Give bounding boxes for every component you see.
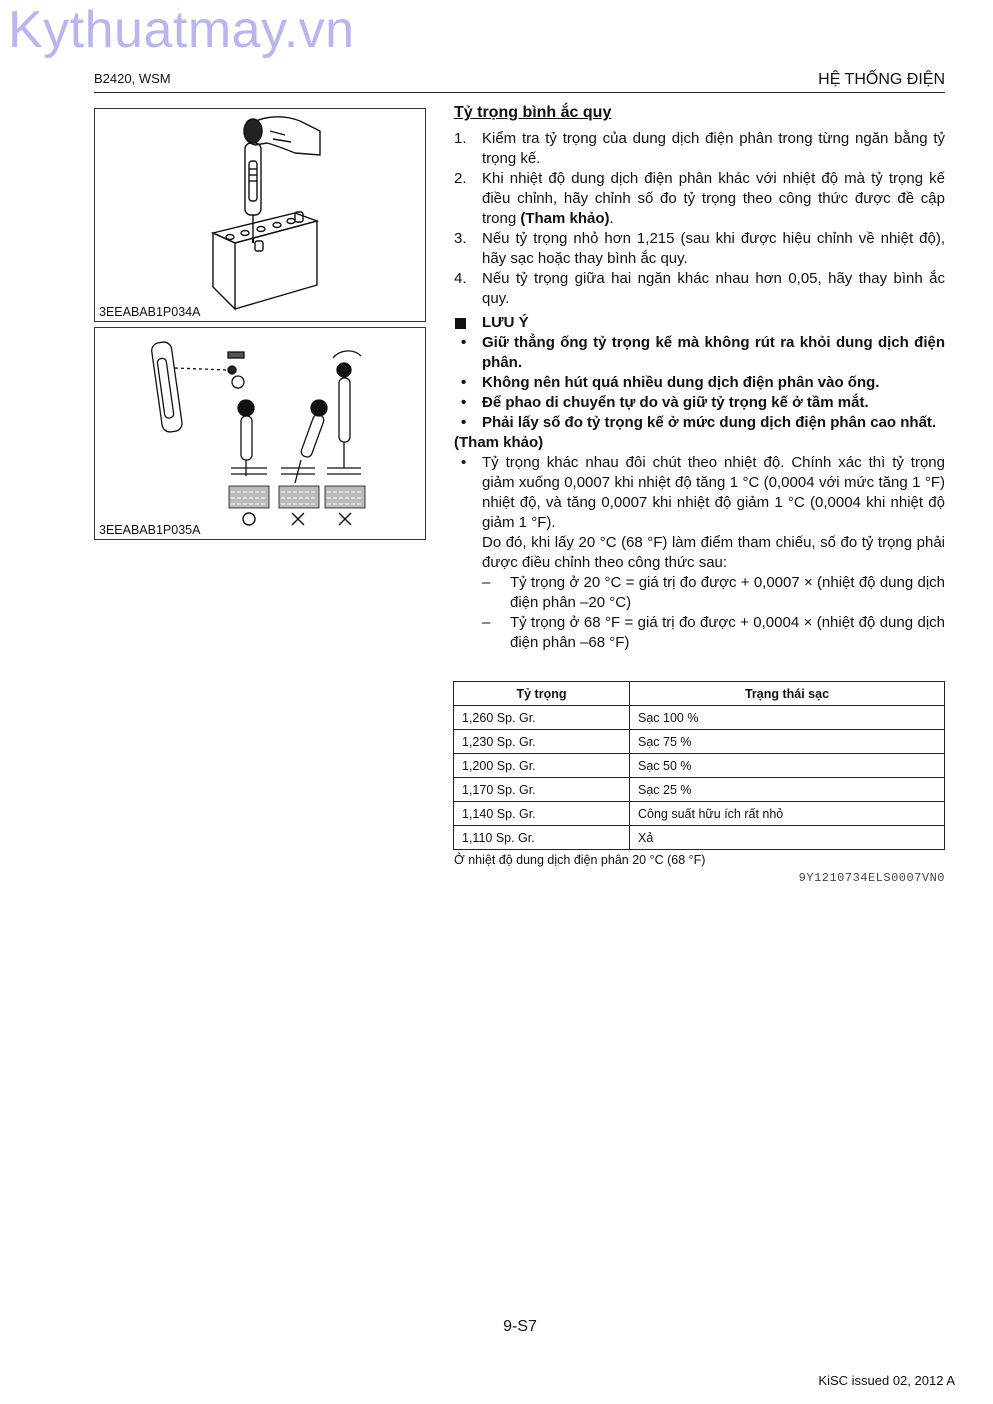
table-header-row (454, 682, 945, 706)
column-header: Tỷ trọng (454, 682, 630, 706)
list-item: Do đó, khi lấy 20 °C (68 °F) làm điểm tham chiếu, số đo tỷ trọng phải được điều chỉnh theo công thức sau: (482, 534, 945, 571)
notes-list (454, 333, 945, 433)
list-item: 3. Nếu tỷ trọng nhỏ hơn 1,215 (sau khi được hiệu chỉnh về nhiệt độ), hãy sạc hoặc thay bình ắc quy. (454, 230, 945, 267)
list-item: • Tỷ trọng khác nhau đôi chút theo nhiệt độ. Chính xác thì tỷ trọng giảm xuống 0,0007 khi nhiệt độ tăng 1 °C (0,0004 với mức tăng 1 °F) nhiệt độ, và tăng 0,0007 khi nhiệt độ giảm 1 °C (0,0004 khi nhiệt độ giảm 1 °F). (461, 454, 945, 531)
specific-gravity-table (453, 681, 945, 850)
document-code: 9Y1210734ELS0007VN0 (798, 871, 945, 885)
figure-hydrometer-battery (94, 108, 426, 322)
figure-reading-methods (94, 327, 426, 540)
table-row: 1,230 Sp. Gr. Sạc 75 % (454, 730, 945, 754)
header-rule (94, 92, 945, 93)
table-footnote: Ở nhiệt độ dung dịch điện phân 20 °C (68 °F) (454, 853, 706, 867)
table-row: 1,110 Sp. Gr. Xả (454, 826, 945, 850)
reference-heading: (Tham khảo) (454, 434, 544, 451)
hydrometer-battery-illustration (95, 109, 425, 321)
column-header: Trạng thái sạc (630, 682, 945, 706)
steps-list (454, 129, 945, 309)
list-item: • Để phao di chuyển tự do và giữ tỷ trọng kế ở tầm mắt. (461, 394, 869, 411)
section-title: Tỷ trọng bình ắc quy (454, 104, 612, 121)
reference-list (454, 453, 945, 573)
list-item: • Giữ thẳng ống tỷ trọng kế mà không rút ra khỏi dung dịch điện phân. (461, 334, 945, 371)
table-row: 1,140 Sp. Gr. Công suất hữu ích rất nhỏ (454, 802, 945, 826)
list-item: – Tỷ trọng ở 20 °C = giá trị đo được + 0,0007 × (nhiệt độ dung dịch điện phân –20 °C) (482, 574, 945, 611)
square-bullet-icon (455, 318, 466, 329)
header-chapter: HỆ THỐNG ĐIỆN (818, 71, 945, 88)
table-row: 1,200 Sp. Gr. Sạc 50 % (454, 754, 945, 778)
figure-code: 3EEABAB1P035A (99, 523, 201, 537)
header-model: B2420, WSM (94, 71, 171, 86)
list-item: 1. Kiểm tra tỷ trọng của dung dịch điện phân trong từng ngăn bằng tỷ trọng kế. (454, 130, 945, 167)
list-item: • Phải lấy số đo tỷ trọng kế ở mức dung dịch điện phân cao nhất. (461, 414, 937, 431)
hydrometer-reading-illustration (95, 328, 425, 539)
page-number: 9-S7 (503, 1318, 537, 1335)
correct-mark (243, 513, 255, 525)
note-heading: LƯU Ý (454, 313, 945, 333)
formula-list (482, 573, 945, 653)
issue-info: KiSC issued 02, 2012 A (818, 1373, 955, 1388)
watermark: Kythuatmay.vn (8, 1, 355, 59)
list-item: 2. Khi nhiệt độ dung dịch điện phân khác với nhiệt độ mà tỷ trọng kế điều chỉnh, hãy chỉnh số đo tỷ trọng theo công thức được đề cập trong (Tham khảo). (454, 170, 945, 227)
list-item: • Không nên hút quá nhiều dung dịch điện phân vào ống. (461, 374, 880, 391)
table-row: 1,170 Sp. Gr. Sạc 25 % (454, 778, 945, 802)
list-item: – Tỷ trọng ở 68 °F = giá trị đo được + 0,0004 × (nhiệt độ dung dịch điện phân –68 °F) (482, 614, 945, 651)
table-row: 1,260 Sp. Gr. Sạc 100 % (454, 706, 945, 730)
list-item: 4. Nếu tỷ trọng giữa hai ngăn khác nhau hơn 0,05, hãy thay bình ắc quy. (454, 270, 945, 307)
content-column (454, 102, 945, 653)
figure-code: 3EEABAB1P034A (99, 305, 201, 319)
